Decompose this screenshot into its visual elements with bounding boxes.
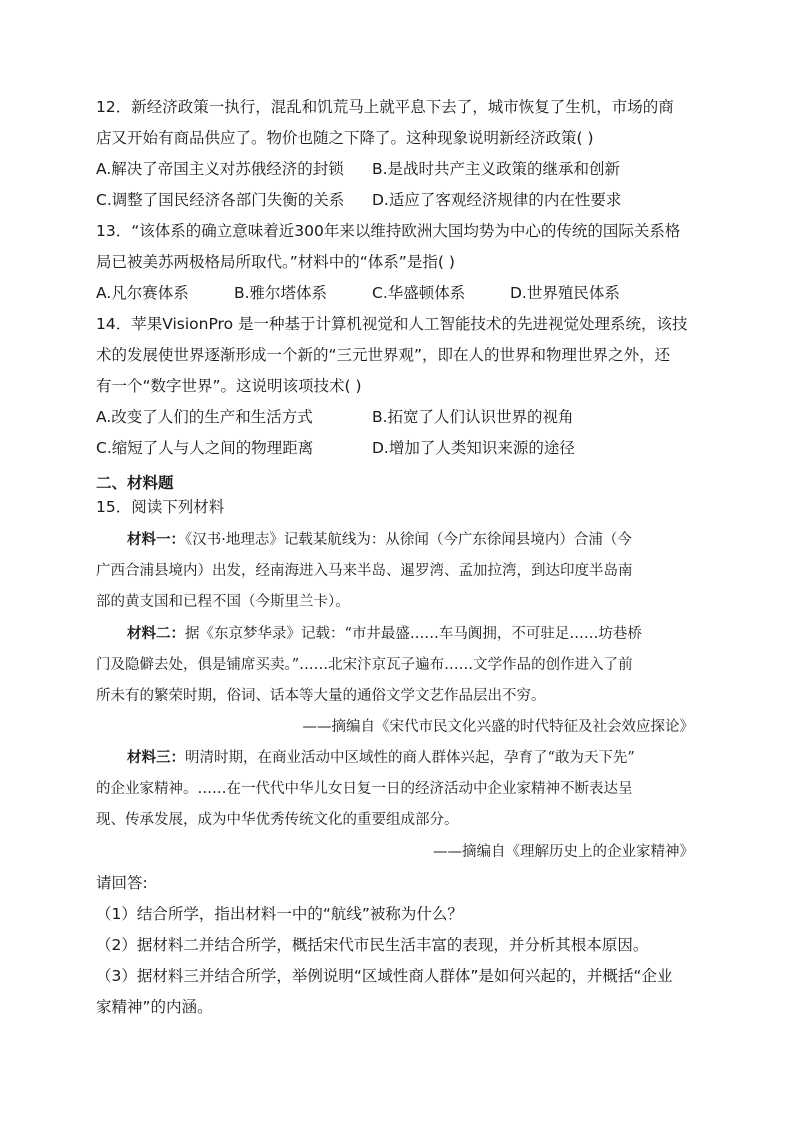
material2-text: 据《东京梦华录》记载：“市井最盛……车马阗拥，不可驻足……坊巷桥 xyxy=(185,626,642,642)
q14-option-d: D.增加了人类知识来源的途径 xyxy=(372,439,575,457)
material1-line2: 广西合浦县境内）出发，经南海进入马来半岛、暹罗湾、孟加拉湾，到达印度半岛南 xyxy=(96,563,633,579)
material1-label: 材料一： xyxy=(127,531,185,548)
material1-line1 xyxy=(127,530,632,550)
material3-label: 材料三： xyxy=(127,749,185,766)
q13-stem-line1: 13．“该体系的确立意味着近300年来以维持欧洲大国均势为中心的传统的国际关系格 xyxy=(96,222,681,240)
q13-option-d: D.世界殖民体系 xyxy=(510,284,620,302)
q15-sub3-line2: 家精神”的内涵。 xyxy=(96,998,213,1016)
material1-line3: 部的黄支国和已程不国（今斯里兰卡）。 xyxy=(96,594,350,610)
material2-source: ——摘编自《宋代市民文化兴盛的时代特征及社会效应探论》 xyxy=(302,719,694,735)
material3-source: ——摘编自《理解历史上的企业家精神》 xyxy=(433,844,694,860)
q14-option-a: A.改变了人们的生产和生活方式 xyxy=(96,408,313,426)
answer-prompt: 请回答: xyxy=(96,874,148,892)
material3-line3: 现、传承发展，成为中华优秀传统文化的重要组成部分。 xyxy=(96,812,459,828)
q15-intro: 15．阅读下列材料 xyxy=(96,498,225,516)
material3-text: 明清时期，在商业活动中区域性的商人群体兴起，孕育了“敢为天下先” xyxy=(185,750,635,766)
material2-line3: 所未有的繁荣时期，俗词、话本等大量的通俗文学文艺作品层出不穷。 xyxy=(96,688,546,704)
q15-sub2: （2）据材料二并结合所学，概括宋代市民生活丰富的表现，并分析其根本原因。 xyxy=(96,936,649,954)
q12-option-a: A.解决了帝国主义对苏俄经济的封锁 xyxy=(96,160,344,178)
material1-text: 《汉书·地理志》记载某航线为：从徐闻（今广东徐闻县境内）合浦（今 xyxy=(185,532,632,548)
q14-stem-line3: 有一个“数字世界”。这说明该项技术( ) xyxy=(96,377,362,395)
q14-stem-line1: 14．苹果VisionPro 是一种基于计算机视觉和人工智能技术的先进视觉处理系统，该技 xyxy=(96,315,688,333)
q12-option-c: C.调整了国民经济各部门失衡的关系 xyxy=(96,191,345,209)
q12-option-d: D.适应了客观经济规律的内在性要求 xyxy=(372,191,622,209)
q14-stem-line2: 术的发展使世界逐渐形成一个新的“三元世界观”，即在人的世界和物理世界之外，还 xyxy=(96,346,671,364)
q13-stem-line2: 局已被美苏两极格局所取代。”材料中的“体系”是指( ) xyxy=(96,253,455,271)
q14-option-c: C.缩短了人与人之间的物理距离 xyxy=(96,439,314,457)
q15-sub1: （1）结合所学，指出材料一中的“航线”被称为什么？ xyxy=(96,905,463,923)
q13-option-a: A.凡尔赛体系 xyxy=(96,284,189,302)
q12-stem-line2: 店又开始有商品供应了。物价也随之下降了。这种现象说明新经济政策( ) xyxy=(96,129,594,147)
q12-stem-line1: 12．新经济政策一执行，混乱和饥荒马上就平息下去了，城市恢复了生机，市场的商 xyxy=(96,98,674,116)
q13-option-c: C.华盛顿体系 xyxy=(372,284,466,302)
material2-line1 xyxy=(127,624,642,644)
q15-sub3-line1: （3）据材料三并结合所学，举例说明“区域性商人群体”是如何兴起的，并概括“企业 xyxy=(96,967,673,985)
material3-line2: 的企业家精神。……在一代代中华儿女日复一日的经济活动中企业家精神不断表达呈 xyxy=(96,781,633,797)
material2-label: 材料二： xyxy=(127,625,185,642)
q13-option-b: B.雅尔塔体系 xyxy=(234,284,328,302)
section-title: 二、材料题 xyxy=(96,474,174,492)
q12-option-b: B.是战时共产主义政策的继承和创新 xyxy=(372,160,621,178)
q14-option-b: B.拓宽了人们认识世界的视角 xyxy=(372,408,574,426)
material3-line1 xyxy=(127,748,635,768)
material2-line2: 门及隐僻去处，俱是铺席买卖。”……北宋汴京瓦子遍布……文学作品的创作进入了前 xyxy=(96,657,633,673)
